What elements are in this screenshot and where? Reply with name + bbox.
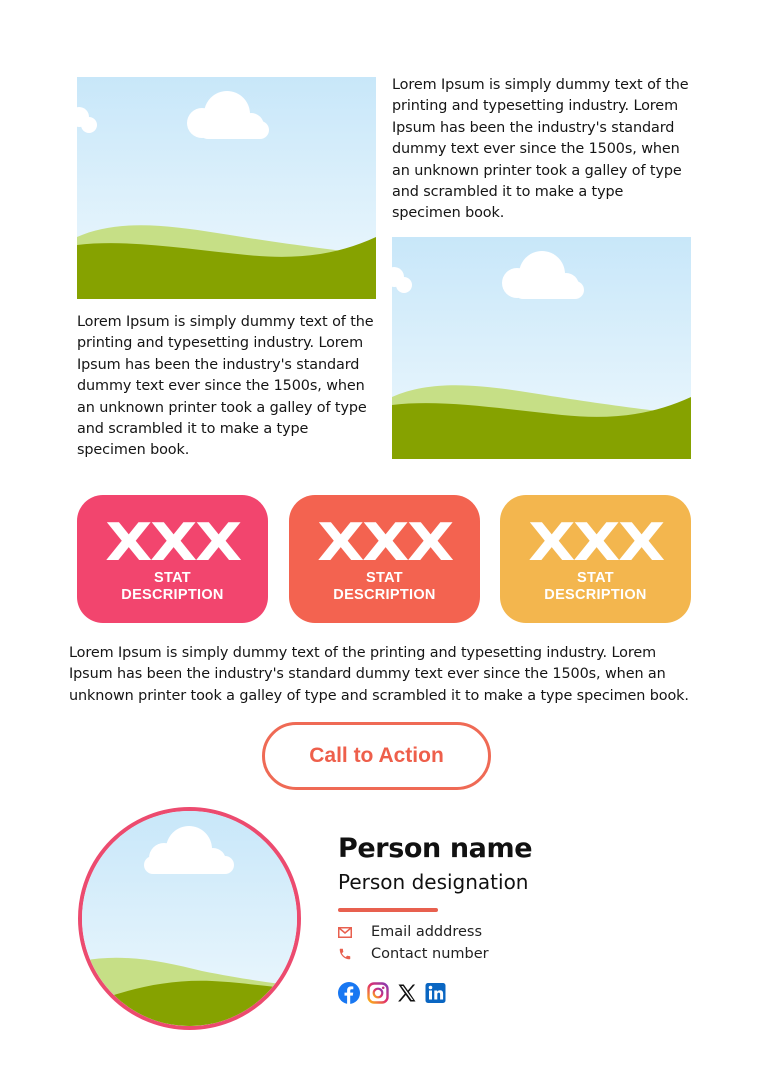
stat-description-line2: DESCRIPTION [544,587,647,603]
person-divider [338,908,438,912]
linkedin-icon[interactable] [425,982,447,1004]
stat-card [289,495,480,623]
stat-description-line2: DESCRIPTION [333,587,436,603]
stat-description-line1: STAT [366,570,403,586]
landscape-image-top-left [77,77,376,299]
phone-row [338,943,489,965]
paragraph-right-top: Lorem Ipsum is simply dummy text of the printing and typesetting industry. Lorem Ipsum has been the industry's standard dummy text ever since the 1500s, when an unknown printer took a galley of type and scrambled it to make a type specimen book. [392,77,689,222]
email-address[interactable]: Email adddress [371,924,483,940]
stat-description-line2: DESCRIPTION [121,587,224,603]
envelope-icon [338,921,354,943]
stat-description-line1: STAT [577,570,614,586]
phone-icon [338,943,354,965]
paragraph-full-width: Lorem Ipsum is simply dummy text of the printing and typesetting industry. Lorem Ipsum has been the industry's standard dummy text ever since the 1500s, when an unknown printer took a galley of type and scrambled it to make a type specimen book. [69,645,689,704]
contact-number[interactable]: Contact number [371,946,489,962]
facebook-icon[interactable] [338,982,360,1004]
social-icons [338,982,447,1004]
email-row [338,921,482,943]
paragraph-left-middle: Lorem Ipsum is simply dummy text of the printing and typesetting industry. Lorem Ipsum has been the industry's standard dummy text ever since the 1500s, when an unknown printer took a galley of type and scrambled it to make a type specimen book. [77,314,374,459]
person-portrait [78,807,301,1030]
stat-card [500,495,691,623]
x-icon[interactable] [396,982,418,1004]
landscape-image-right [392,237,691,459]
stat-value: XXX [528,513,663,573]
stat-value: XXX [317,513,452,573]
person-designation: Person designation [338,870,529,894]
stat-value: XXX [105,513,240,573]
call-to-action-button[interactable]: Call to Action [262,722,491,790]
stat-description-line1: STAT [154,570,191,586]
person-name: Person name [338,833,533,864]
stat-card [77,495,268,623]
instagram-icon[interactable] [367,982,389,1004]
